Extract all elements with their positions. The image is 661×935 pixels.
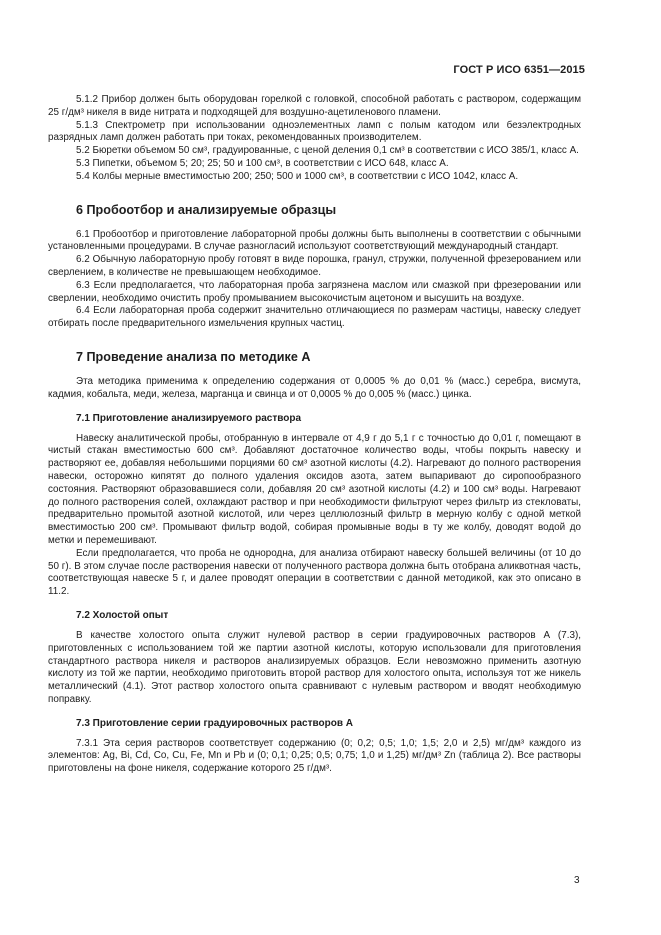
paragraph-6-4: 6.4 Если лабораторная проба содержит значительно отличающиеся по размерам частицы, навеску следует отбирать после предварительного измельчения крупных частиц. [48, 305, 581, 330]
paragraph-7-3-1: 7.3.1 Эта серия растворов соответствует содержанию (0; 0,2; 0,5; 1,0; 1,5; 2,0 и 2,5) мг/дм³ каждого из элементов: Ag, Bi, Cd, Co, Cu, Fe, Mn и Pb и (0; 0,1; 0,25; 0,5; 0,75; 1,0 и 1,25) мг/дм³ Zn (таблица 2). Все растворы приготовлены на фоне никеля, содержание которого 25 г/дм³. [48, 737, 581, 775]
paragraph-7-1-b: Если предполагается, что проба не однородна, для анализа отбирают навеску большей величины (от 10 до 50 г). В этом случае после растворения навески от полученного раствора должна быть отобрана аликвотная часть, соответствующая навеске 5 г, и далее проводят операции в соответствии с данной методикой, как это описано в 11.2. [48, 547, 581, 598]
paragraph-6-2: 6.2 Обычную лабораторную пробу готовят в виде порошка, гранул, стружки, полученной фрезерованием или сверлением, в количестве не превышающем необходимое. [48, 254, 581, 278]
section-7-intro: Эта методика применима к определению содержания от 0,0005 % до 0,01 % (масс.) серебра, висмута, кадмия, кобальта, меди, железа, марганца и свинца и от 0,0005 % до 0,005 % (масс.) цинка. [48, 375, 581, 400]
section-7-heading: 7 Проведение анализа по методике А [76, 349, 311, 364]
paragraph-6-3: 6.3 Если предполагается, что лабораторная проба загрязнена маслом или смазкой при фрезеровании или сверлении, необходимо очистить пробу промыванием высокочистым ацетоном и высушить на воздухе. [48, 279, 581, 304]
paragraph-5-2: 5.2 Бюретки объемом 50 см³, градуированные, с ценой деления 0,1 см³ в соответствии с ИСО 385/1, класс А. [76, 145, 579, 157]
paragraph-7-1-a: Навеску аналитической пробы, отобранную в интервале от 4,9 г до 5,1 г с точностью до 0,01 г, помещают в чистый стакан вместимостью 600 см³. Добавляют достаточное количество воды, чтобы покрыть навеску и растворяют ее, добавляя небольшими порциями 60 см³ азотной кислоты (4.2). Нагревают до полного растворения навески, осторожно кипятят до полного удаления оксидов азота, затем выпаривают до сиропообразного состояния. Растворяют образовавшиеся соли, добавляя 20 см³ азотной кислоты (4.2) и 100 см³ воды. Нагревают до полного растворения солей, охлаждают раствор и при необходимости фильтруют через фильтр из стекловаты, предварительно промытой азотной кислотой, или через целлюлозный фильтр в мерную колбу с одной меткой вместимостью 200 см³. Промывают фильтр водой, собирая промывные воды в ту же колбу, доводят водой до метки и перемешивают. [48, 432, 581, 546]
paragraph-5-3: 5.3 Пипетки, объемом 5; 20; 25; 50 и 100 см³, в соответствии с ИСО 648, класс А. [76, 157, 449, 169]
subsection-7-2-heading: 7.2 Холостой опыт [76, 609, 169, 621]
standard-header: ГОСТ Р ИСО 6351—2015 [453, 64, 585, 76]
page-number: 3 [574, 875, 580, 886]
paragraph-5-1-3: 5.1.3 Спектрометр при использовании одноэлементных ламп с полым катодом или безэлектродных разрядных ламп должен работать при токах, рекомендованных производителем. [48, 119, 581, 144]
subsection-7-1-heading: 7.1 Приготовление анализируемого раствора [76, 412, 302, 424]
paragraph-6-1: 6.1 Пробоотбор и приготовление лабораторной пробы должны быть выполнены в соответствии с обычными установленными процедурами. В случае разногласий используют соответствующий международный стандарт. [48, 228, 581, 253]
paragraph-7-2: В качестве холостого опыта служит нулевой раствор в серии градуировочных растворов А (7.3), приготовленных с использованием той же партии азотной кислоты, которую использовали для приготовления стандартного раствора никеля и растворов анализируемых образцов. Если невозможно применить азотную кислоту из той же партии, необходимо приготовить второй раствор для холостого опыта, используя тот же никель металлический (4.1). Этот раствор холостого опыта сравнивают с нулевым раствором и вводят необходимую поправку. [48, 629, 581, 705]
subsection-7-3-heading: 7.3 Приготовление серии градуировочных растворов А [76, 717, 353, 729]
section-6-heading: 6 Пробоотбор и анализируемые образцы [76, 202, 337, 217]
paragraph-5-4: 5.4 Колбы мерные вместимостью 200; 250; 500 и 1000 см³, в соответствии с ИСО 1042, класс А. [76, 170, 519, 182]
paragraph-5-1-2: 5.1.2 Прибор должен быть оборудован горелкой с головкой, способной работать с раствором, содержащим 25 г/дм³ никеля в виде нитрата и подходящей для воздушно-ацетиленового пламени. [48, 94, 581, 118]
document-body [48, 92, 581, 776]
